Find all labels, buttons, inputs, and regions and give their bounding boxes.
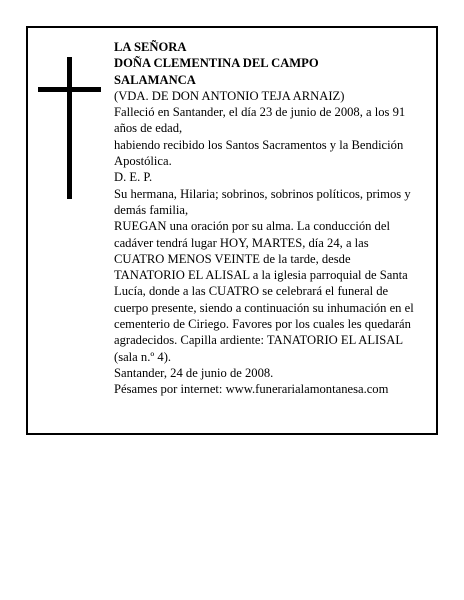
- honorific: LA SEÑORA: [114, 40, 187, 54]
- widow-of: (VDA. DE DON ANTONIO TEJA ARNAIZ): [114, 88, 345, 103]
- ruegan-word: RUEGAN: [114, 219, 167, 234]
- death-details: Falleció en Santander, el día 23 de junio de 2008, a los 91 años de edad,: [114, 105, 406, 136]
- obituary-text: [114, 39, 420, 398]
- sacraments-details: habiendo recibido los Santos Sacramentos y la Bendición Apostólica.: [114, 137, 404, 169]
- funeral-request: [114, 218, 420, 365]
- cross-icon: [67, 57, 72, 199]
- family-list: Su hermana, Hilaria; sobrinos, sobrinos políticos, primos y demás familia,: [114, 186, 411, 217]
- deceased-name-line1: DOÑA CLEMENTINA DEL CAMPO: [114, 56, 319, 71]
- deceased-name-line2: SALAMANCA: [114, 72, 196, 87]
- funeral-details: una oración por su alma. La conducción del cadáver tendrá lugar HOY, MARTES, día 24, a las CUATRO MENOS VEINTE de la tarde, desde TANATORIO EL ALISAL a la iglesia parroquial de Santa Lucía, donde a las CUATRO se celebrará el funeral de cuerpo presente, siendo a continuación su inhumación en el cementerio de Ciriego. Favores por los cuales les quedarán agradecidos. Capilla ardiente: TANATORIO EL ALISAL (sala n.º 4).: [114, 219, 414, 364]
- rest-in-peace: D. E. P.: [114, 170, 153, 185]
- condolences-website: Pésames por internet: www.funerarialamontanesa.com: [114, 382, 389, 397]
- obituary-notice: [26, 26, 438, 435]
- place-and-date: Santander, 24 de junio de 2008.: [114, 365, 274, 380]
- cross-icon-crossbar: [38, 87, 101, 92]
